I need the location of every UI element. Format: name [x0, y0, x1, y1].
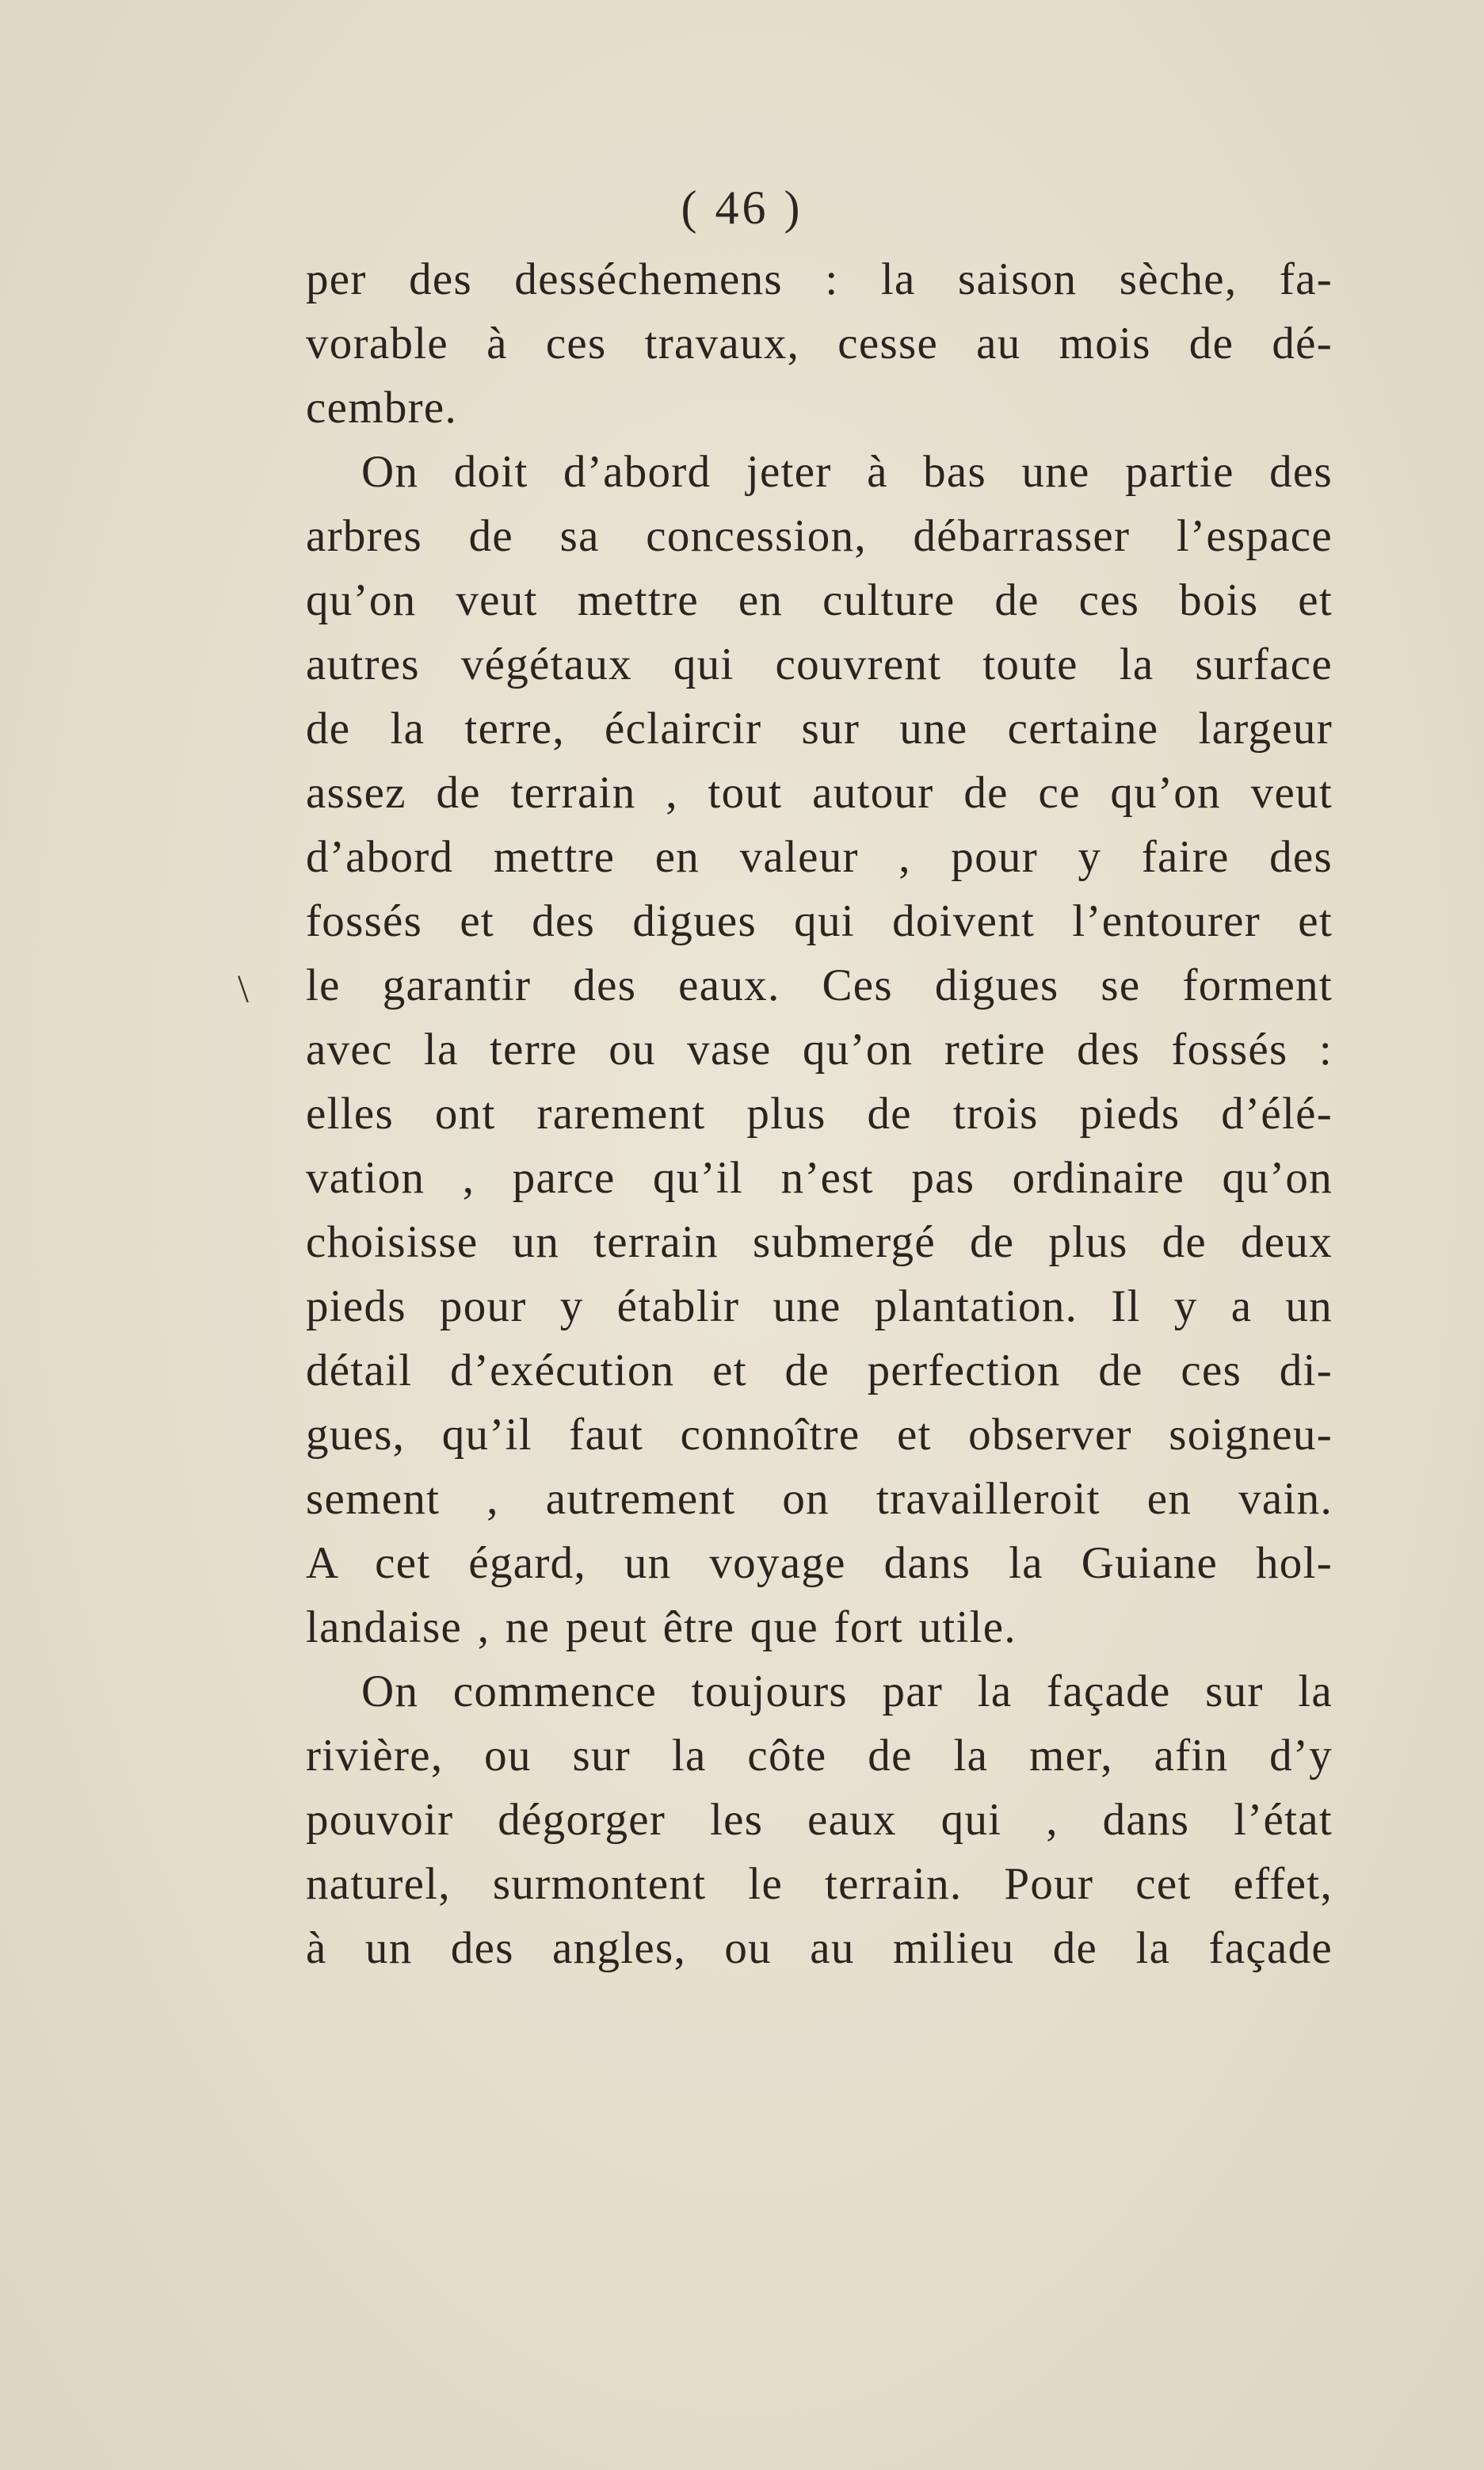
text-line: naturel, surmontent le terrain. Pour cet effet,	[306, 1859, 1333, 1909]
text-line: cembre.	[306, 383, 458, 433]
text-line: arbres de sa concession, débarrasser l’espace	[306, 511, 1333, 561]
text-line: pouvoir dégorger les eaux qui , dans l’état	[306, 1795, 1333, 1845]
text-line: pieds pour y établir une plantation. Il y a un	[306, 1281, 1333, 1331]
text-line: assez de terrain , tout autour de ce qu’on veut	[306, 768, 1333, 818]
text-line: vorable à ces travaux, cesse au mois de dé-	[306, 319, 1333, 368]
text-line: On doit d’abord jeter à bas une partie des	[361, 447, 1333, 497]
text-line: vation , parce qu’il n’est pas ordinaire qu’on	[306, 1153, 1333, 1203]
text-line: autres végétaux qui couvrent toute la surface	[306, 639, 1333, 689]
text-line: On commence toujours par la façade sur la	[361, 1666, 1333, 1716]
text-line: gues, qu’il faut connoître et observer soigneu-	[306, 1410, 1333, 1460]
text-line: détail d’exécution et de perfection de ces di-	[306, 1346, 1333, 1395]
text-line: de la terre, éclaircir sur une certaine largeur	[306, 704, 1333, 754]
text-line: d’abord mettre en valeur , pour y faire des	[306, 832, 1333, 882]
text-line: rivière, ou sur la côte de la mer, afin d’y	[306, 1731, 1333, 1781]
text-line: A cet égard, un voyage dans la Guiane hol-	[306, 1538, 1333, 1588]
margin-mark: \	[238, 966, 249, 1010]
text-line: à un des angles, ou au milieu de la façade	[306, 1923, 1333, 1973]
text-line: qu’on veut mettre en culture de ces bois et	[306, 575, 1333, 625]
text-line: fossés et des digues qui doivent l’entourer et	[306, 896, 1333, 946]
text-line: per des desséchemens : la saison sèche, fa-	[306, 254, 1333, 304]
text-line: landaise , ne peut être que fort utile.	[306, 1602, 1017, 1652]
text-line: elles ont rarement plus de trois pieds d’élé-	[306, 1089, 1333, 1139]
page-number: ( 46 )	[681, 181, 803, 234]
text-line: sement , autrement on travailleroit en vain.	[306, 1474, 1333, 1524]
body-text	[306, 247, 1333, 1980]
text-line: avec la terre ou vase qu’on retire des fossés :	[306, 1025, 1333, 1075]
text-line: choisisse un terrain submergé de plus de deux	[306, 1217, 1333, 1267]
text-line: le garantir des eaux. Ces digues se forment	[306, 960, 1333, 1010]
